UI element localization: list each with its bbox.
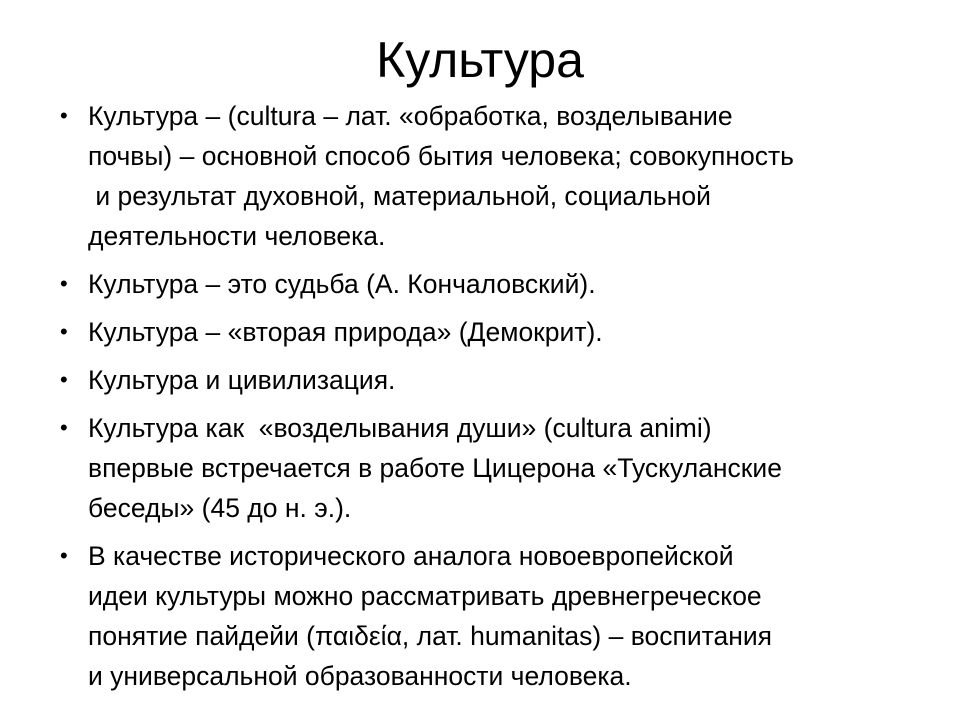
bullet-item	[58, 408, 918, 528]
bullet-text-line: идеи культуры можно рассматривать древнегреческое	[88, 581, 762, 611]
bullet-text-line: Культура – «вторая природа» (Демокрит).	[88, 317, 603, 347]
bullet-marker: •	[60, 319, 68, 344]
bullet-item	[58, 536, 918, 696]
bullet-marker: •	[60, 415, 68, 440]
bullet-text-line: и универсальной образованности человека.	[88, 661, 632, 691]
bullet-item	[58, 312, 918, 352]
bullet-text-line: почвы) – основной способ бытия человека; совокупность	[88, 141, 794, 171]
bullet-text-line: и результат духовной, материальной, социальной	[88, 181, 711, 211]
bullet-text-line: В качестве исторического аналога новоевропейской	[88, 541, 734, 571]
bullet-marker: •	[60, 103, 68, 128]
bullet-text-line: Культура как «возделывания души» (cultura animi)	[88, 413, 712, 443]
slide-title: Культура	[376, 32, 584, 88]
bullet-item	[58, 96, 918, 256]
bullet-item	[58, 360, 918, 400]
bullet-text-line: деятельности человека.	[88, 221, 386, 251]
bullet-text-line: впервые встречается в работе Цицерона «Тускуланские	[88, 453, 782, 483]
bullet-text-line: Культура – это судьба (А. Кончаловский).	[88, 269, 596, 299]
bullet-text-line: беседы» (45 до н. э.).	[88, 493, 352, 523]
bullet-marker: •	[60, 271, 68, 296]
bullet-marker: •	[60, 367, 68, 392]
bullet-item	[58, 264, 918, 304]
bullet-list	[58, 96, 918, 704]
bullet-text-line: Культура и цивилизация.	[88, 365, 396, 395]
bullet-text-line: понятие пайдейи (παιδεία, лат. humanitas) – воспитания	[88, 621, 772, 651]
bullet-text-line: Культура – (cultura – лат. «обработка, возделывание	[88, 101, 733, 131]
bullet-marker: •	[60, 543, 68, 568]
